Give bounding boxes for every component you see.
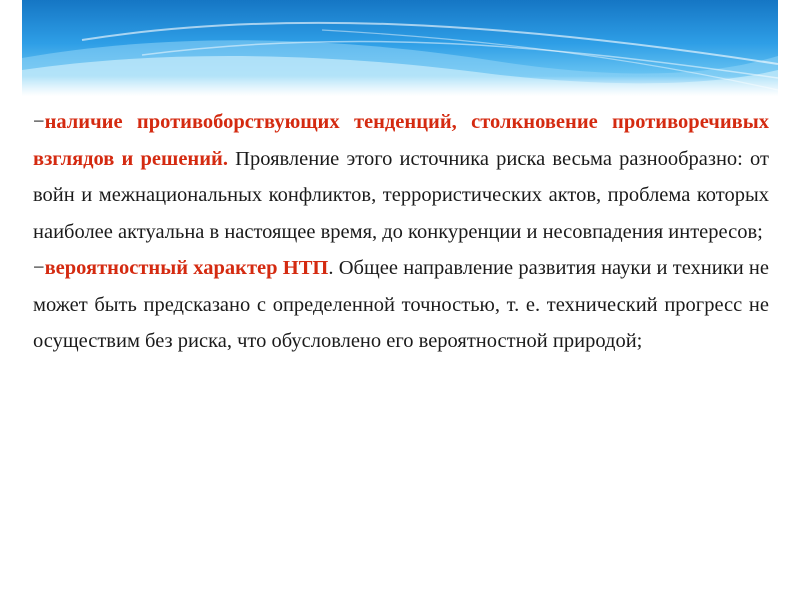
paragraph-2-body: . Общее направление развития науки и техники не может быть предсказано с определенной точностью, т. е. технический прогресс не осуществим без риска, что обусловлено его вероятностной природой; xyxy=(33,257,769,352)
paragraph-2 xyxy=(33,250,769,360)
paragraph-1-body: Проявление этого источника риска весьма разнообразно: от войн и межнациональных конфликтов, террористических актов, проблема которых наиболее актуальна в настоящее время, до конкуренции и несовпадения интересов; xyxy=(33,147,769,243)
paragraph-1-highlight: наличие противоборствующих тенденций, столкновение противоречивых взглядов и решений. xyxy=(33,111,769,170)
dash-bullet: − xyxy=(33,111,45,133)
slide-body-text xyxy=(33,104,769,360)
dash-bullet: − xyxy=(33,257,45,279)
paragraph-2-highlight: вероятностный характер НТП xyxy=(44,257,329,279)
header-wave-banner xyxy=(22,0,778,96)
paragraph-1 xyxy=(33,104,769,250)
header-wave-graphic xyxy=(22,0,778,96)
